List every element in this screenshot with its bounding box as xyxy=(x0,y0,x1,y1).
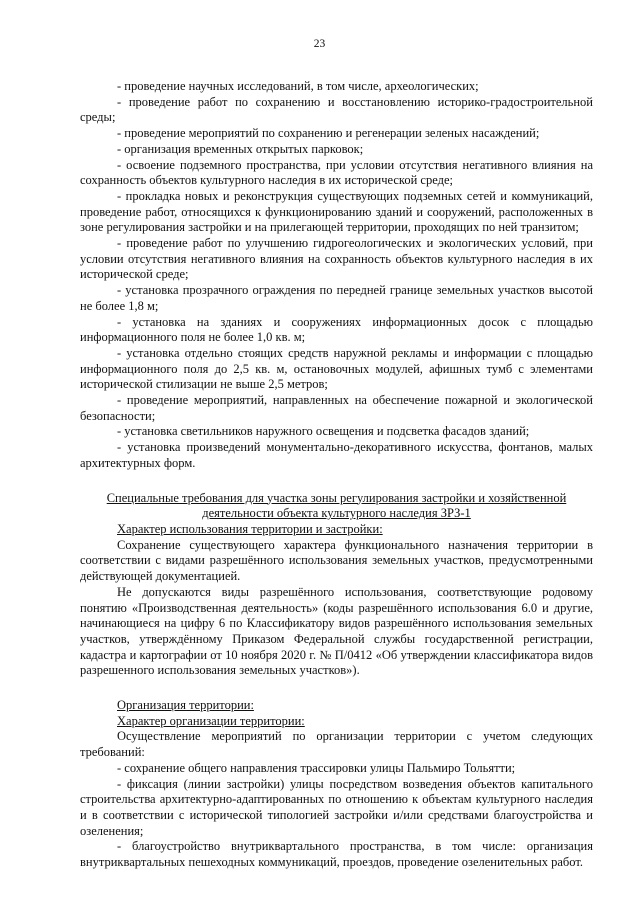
list-item: - установка прозрачного ограждения по передней границе земельных участков высотой не более 1,8 м; xyxy=(80,283,593,313)
list-item: - прокладка новых и реконструкция существующих подземных сетей и коммуникаций, проведение работ, относящихся к функционированию зданий и сооружений, расположенных в зоне регулирования застройки и на прилегающей территории, проходящих по ней транзитом; xyxy=(80,188,593,235)
list-item: - благоустройство внутриквартального пространства, в том числе: организация внутриквартальных пешеходных коммуникаций, проездов, проведение озеленительных работ. xyxy=(80,839,593,870)
section-title: Специальные требования для участка зоны регулирования застройки и хозяйственной деятельности объекта культурного наследия ЗРЗ-1 xyxy=(106,490,567,521)
org-heading: Организация территории: xyxy=(117,698,254,713)
list-item: - проведение мероприятий, направленных на обеспечение пожарной и экологической безопасности; xyxy=(80,393,593,423)
list-item: - организация временных открытых парковок; xyxy=(117,141,364,156)
list-item: - установка на зданиях и сооружениях информационных досок с площадью информационного поля не более 1,0 кв. м; xyxy=(80,314,593,345)
list-item: - установка произведений монументально-декоративного искусства, фонтанов, малых архитектурных форм. xyxy=(80,440,593,470)
paragraph: Не допускаются виды разрешённого использования, соответствующие родовому понятию «Производственная деятельность» (коды разрешённого использования 6.0 и другие, начинающиеся на цифру 6 по Классификатору видов разрешённого использования земельных участков, утверждённому Приказом Федеральной службы государственной регистрации, кадастра и картографии от 10 ноября 2020 г. № П/0412 «Об утверждении классификатора видов разрешенного использования земельных участков»). xyxy=(80,584,593,678)
list-item: - проведение научных исследований, в том числе, археологических; xyxy=(117,79,479,93)
document-body xyxy=(80,79,593,871)
list-item: - освоение подземного пространства, при условии отсутствия негативного влияния на сохранность объектов культурного наследия в их исторической среде; xyxy=(80,157,593,188)
list-item: - проведение работ по сохранению и восстановлению историко-градостроительной среды; xyxy=(80,94,593,125)
list-item: - проведение мероприятий по сохранению и регенерации зеленых насаждений; xyxy=(117,126,540,141)
org-heading-row xyxy=(80,698,593,714)
list-item: - сохранение общего направления трассировки улицы Пальмиро Тольятти; xyxy=(117,760,516,775)
page-number: 23 xyxy=(313,38,326,50)
paragraph: Сохранение существующего характера функционального назначения территории в соответствии с видами разрешённого использования земельных участков, предусмотренными действующей документацией. xyxy=(80,537,593,584)
paragraph: Осуществление мероприятий по организации территории с учетом следующих требований: xyxy=(80,729,593,760)
list-item: - установка светильников наружного освещения и подсветка фасадов зданий; xyxy=(117,424,530,439)
list-item: - проведение работ по улучшению гидрогеологических и экологических условий, при условии отсутствия негативного влияния на сохранность объектов культурного наследия в их исторической среде; xyxy=(80,236,593,282)
list-item: - фиксация (линии застройки) улицы посредством возведения объектов капитального строительства архитектурно-адаптированных по отношению к объектам культурного наследия и в соответствии с исторической типологией застройки и/или средствами благоустройства и озеленения; xyxy=(80,776,593,838)
usage-heading-row xyxy=(80,522,593,538)
org-char-heading: Характер организации территории: xyxy=(117,713,305,728)
list-item: - установка отдельно стоящих средств наружной рекламы и информации с площадью информационного поля до 2,5 кв. м, остановочных модулей, афишных тумб с элементами исторической стилизации не выше 2,5 метров; xyxy=(80,345,593,392)
usage-heading: Характер использования территории и застройки: xyxy=(117,521,383,536)
org-char-heading-row xyxy=(80,714,593,730)
